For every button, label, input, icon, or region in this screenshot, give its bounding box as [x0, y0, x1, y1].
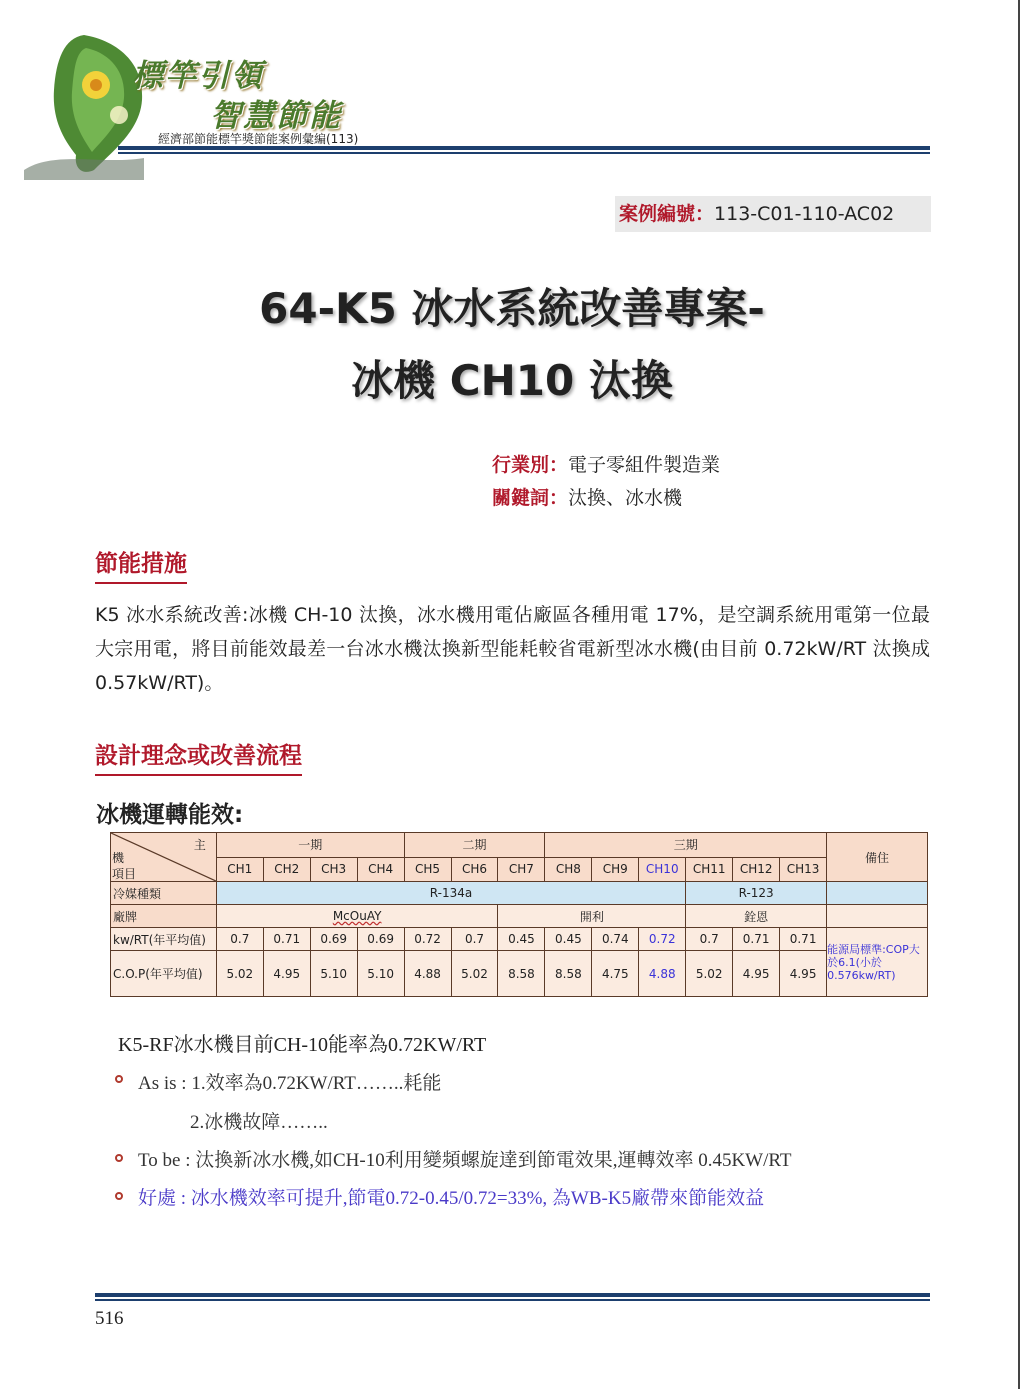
brand-label: 廠牌: [111, 905, 217, 928]
design-heading: 設計理念或改善流程: [95, 737, 302, 776]
case-number-label: 案例編號：: [619, 203, 715, 225]
kw-cell: 0.74: [592, 928, 639, 951]
chiller-header: CH3: [310, 857, 357, 882]
chiller-header: CH13: [780, 857, 827, 882]
table-row-refrigerant: [111, 882, 928, 905]
industry-label: 行業別：: [492, 454, 569, 476]
measures-heading: 節能措施: [95, 545, 187, 584]
brand-line-1: 標竿引領: [132, 58, 264, 94]
cop-cell-ch10: 4.88: [639, 951, 686, 997]
brand-value-c: 銓恩: [686, 905, 827, 928]
cop-cell: 5.02: [686, 951, 733, 997]
cop-label: C.O.P(年平均值): [111, 951, 217, 997]
chiller-header: CH1: [216, 857, 263, 882]
table-row-brand: [111, 905, 928, 928]
measures-paragraph: K5 冰水系統改善:冰機 CH-10 汰換，冰水機用電佔廠區各種用電 17%，是空調系統用電第一位最大宗用電，將目前能效最差一台冰水機汰換新型能耗較省電新型冰水機(由目前 0.72kW/RT 汰換成 0.57kW/RT)。: [95, 604, 930, 694]
brand-remark: [827, 905, 928, 928]
table-header-row-chillers: [111, 857, 928, 882]
cop-cell: 5.02: [451, 951, 498, 997]
industry-value: 電子零組件製造業: [568, 454, 721, 476]
cop-cell: 8.58: [545, 951, 592, 997]
brand-line-2: 智慧節能: [210, 98, 342, 134]
remark-header: 備住: [827, 833, 928, 882]
note-benefit: 好處 : 冰水機效率可提升,節電0.72-0.45/0.72=33%, 為WB-K5廠帶來節能效益: [138, 1188, 765, 1209]
refrigerant-value-b: R-123: [686, 882, 827, 905]
note-to-be: To be : 汰換新冰水機,如CH-10利用變頻螺旋達到節電效果,運轉效率 0.45KW/RT: [138, 1150, 792, 1171]
chiller-header: CH12: [733, 857, 780, 882]
kw-label: kw/RT(年平均值): [111, 928, 217, 951]
footer-rule-thin: [95, 1299, 930, 1301]
cop-cell: 4.95: [780, 951, 827, 997]
kw-cell-ch10: 0.72: [639, 928, 686, 951]
cop-cell: 8.58: [498, 951, 545, 997]
cop-cell: 5.10: [357, 951, 404, 997]
keywords-value: 汰換、冰水機: [568, 487, 683, 509]
chiller-efficiency-table: [110, 832, 928, 997]
phase-3-header: 三期: [545, 833, 827, 858]
cop-cell: 5.10: [310, 951, 357, 997]
corner-main-label: 主: [193, 838, 206, 852]
phase-1-header: 一期: [216, 833, 404, 858]
brand-value-a-text: McOuAY: [332, 909, 382, 923]
keywords-label: 關鍵詞：: [492, 487, 569, 509]
cop-cell: 4.88: [404, 951, 451, 997]
table-row-cop: [111, 951, 928, 997]
cop-cell: 4.75: [592, 951, 639, 997]
header-rule-thin: [118, 152, 930, 154]
table-corner-cell: [111, 833, 217, 882]
kw-cell: 0.45: [545, 928, 592, 951]
case-number-box: [615, 196, 931, 232]
chiller-header: CH9: [592, 857, 639, 882]
refrigerant-remark: [827, 882, 928, 905]
chiller-header: CH5: [404, 857, 451, 882]
kw-cell: 0.45: [498, 928, 545, 951]
refrigerant-value-a: R-134a: [216, 882, 685, 905]
header-rule: [118, 146, 930, 150]
bullet-circle-icon: [115, 1075, 123, 1083]
chiller-header: CH4: [357, 857, 404, 882]
keywords-row: [492, 483, 682, 510]
kw-cell: 0.71: [780, 928, 827, 951]
page-number: 516: [95, 1308, 124, 1329]
page-title-line-2: 冰機 CH10 汰換: [351, 356, 673, 405]
kw-cell: 0.72: [404, 928, 451, 951]
table-row-kw: [111, 928, 928, 951]
bullet-circle-icon: [115, 1154, 123, 1162]
case-number-value: 113-C01-110-AC02: [714, 203, 895, 225]
footer-rule: [95, 1293, 930, 1297]
note-as-is-2: 2.冰機故障……..: [190, 1112, 328, 1133]
chiller-header: CH6: [451, 857, 498, 882]
cop-cell: 4.95: [733, 951, 780, 997]
refrigerant-label: 冷媒種類: [111, 882, 217, 905]
cop-cell: 4.95: [263, 951, 310, 997]
brand-value-b: 開利: [498, 905, 686, 928]
kw-cell: 0.7: [451, 928, 498, 951]
page-title-line-1: 64-K5 冰水系統改善專案-: [259, 284, 765, 333]
page-edge-border: [1018, 0, 1020, 1389]
chiller-header-ch10: CH10: [639, 857, 686, 882]
kw-cell: 0.71: [733, 928, 780, 951]
kw-cell: 0.69: [357, 928, 404, 951]
corner-item-label: 項目: [112, 867, 137, 881]
kw-cell: 0.69: [310, 928, 357, 951]
notes-title: K5-RF冰水機目前CH-10能率為0.72KW/RT: [118, 1034, 487, 1056]
chiller-header: CH2: [263, 857, 310, 882]
corner-machine-label: 機: [112, 851, 125, 865]
bullet-circle-icon: [115, 1192, 123, 1200]
table-header-row-phases: [111, 833, 928, 858]
brand-value-a: [216, 905, 498, 928]
chiller-header: CH7: [498, 857, 545, 882]
note-as-is: As is : 1.效率為0.72KW/RT……..耗能: [138, 1073, 442, 1094]
figure-title: 冰機運轉能效:: [96, 802, 244, 828]
header-subtitle: 經濟部節能標竿獎節能案例彙編(113): [158, 132, 359, 146]
chiller-header: CH8: [545, 857, 592, 882]
cop-cell: 5.02: [216, 951, 263, 997]
kw-cell: 0.7: [216, 928, 263, 951]
industry-row: [492, 450, 720, 477]
phase-2-header: 二期: [404, 833, 545, 858]
kw-cell: 0.71: [263, 928, 310, 951]
chiller-header: CH11: [686, 857, 733, 882]
remark-note: 能源局標準:COP大於6.1(小於0.576kw/RT): [827, 928, 928, 997]
kw-cell: 0.7: [686, 928, 733, 951]
